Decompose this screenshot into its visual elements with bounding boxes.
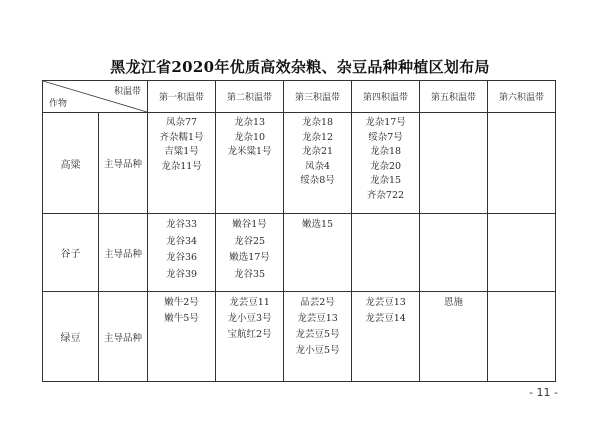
crop-name: 高粱	[43, 113, 99, 214]
zone-header-3: 第三积温带	[284, 81, 352, 113]
variety-item: 齐杂糯1号	[159, 131, 204, 143]
variety-item: 龙杂15	[369, 175, 402, 186]
page-number: - 11 -	[529, 386, 558, 399]
variety-item: 恩施	[443, 297, 463, 308]
variety-item: 龙杂10	[233, 131, 266, 143]
variety-item: 龙谷39	[165, 268, 198, 280]
zoning-table	[42, 80, 556, 382]
variety-item: 龙芸豆11	[229, 297, 270, 308]
zone-cell	[352, 113, 420, 214]
variety-item: 龙芸豆5号	[295, 329, 340, 340]
variety-item: 龙米粱1号	[227, 146, 272, 157]
variety-list	[284, 116, 351, 189]
variety-item: 龙芸豆13	[297, 313, 338, 324]
zone-header-2: 第二积温带	[216, 81, 284, 113]
zone-cell	[488, 214, 556, 292]
zone-cell	[420, 214, 488, 292]
variety-item: 龙杂17号	[365, 117, 406, 128]
variety-list	[216, 295, 283, 343]
variety-item: 嫩选15	[301, 219, 334, 230]
zone-cell	[148, 113, 216, 214]
variety-item: 龙芸豆13	[365, 297, 406, 308]
variety-list	[148, 217, 215, 283]
zone-header-6: 第六积温带	[488, 81, 556, 113]
variety-item: 嫩谷1号	[232, 219, 267, 230]
variety-item: 齐杂722	[366, 189, 405, 201]
zone-cell	[284, 292, 352, 382]
variety-item: 嫩牛5号	[164, 313, 199, 324]
table-row	[43, 292, 556, 382]
variety-category: 主导品种	[99, 292, 148, 382]
variety-category: 主导品种	[99, 214, 148, 292]
zone-header-4: 第四积温带	[352, 81, 420, 113]
crop-name: 谷子	[43, 214, 99, 292]
variety-list	[420, 295, 487, 311]
zone-cell	[148, 214, 216, 292]
table-row	[43, 113, 556, 214]
zone-cell	[216, 113, 284, 214]
variety-item: 龙谷35	[233, 268, 266, 280]
variety-item: 龙杂18	[369, 146, 402, 157]
variety-item: 龙谷34	[165, 235, 198, 247]
zone-cell	[284, 214, 352, 292]
variety-item: 龙杂11号	[161, 160, 202, 172]
variety-list	[284, 295, 351, 359]
variety-item: 龙谷33	[165, 219, 198, 230]
page-title: 黑龙江省2020年优质高效杂粮、杂豆品种种植区划布局	[110, 58, 490, 76]
variety-item: 龙杂13	[233, 117, 266, 128]
header-corner-crop-label: 作物	[49, 99, 68, 109]
zone-cell	[488, 113, 556, 214]
zone-cell	[352, 214, 420, 292]
table-header-row	[43, 81, 556, 113]
variety-list	[352, 295, 419, 327]
variety-list	[148, 116, 215, 174]
variety-item: 龙小豆3号	[227, 313, 272, 324]
table-row	[43, 214, 556, 292]
variety-list	[148, 295, 215, 327]
header-corner-cell	[43, 81, 148, 113]
variety-item: 凤杂77	[165, 117, 198, 128]
variety-item: 宝航红2号	[227, 329, 272, 340]
zone-cell	[420, 113, 488, 214]
variety-list	[284, 217, 351, 234]
variety-list	[216, 217, 283, 283]
zone-cell	[488, 292, 556, 382]
header-corner-zone-label: 积温带	[113, 87, 141, 97]
variety-item: 龙小豆5号	[295, 345, 340, 356]
variety-item: 嫩选17号	[229, 252, 270, 263]
variety-item: 嫩牛2号	[164, 297, 199, 308]
variety-item: 吉粱1号	[164, 146, 199, 157]
zone-cell	[352, 292, 420, 382]
variety-item: 绥杂7号	[368, 131, 403, 143]
zone-cell	[284, 113, 352, 214]
variety-item: 龙杂18	[301, 117, 334, 128]
variety-item: 品芸2号	[300, 297, 335, 308]
crop-name: 绿豆	[43, 292, 99, 382]
variety-item: 龙谷36	[165, 252, 198, 263]
zone-header-1: 第一积温带	[148, 81, 216, 113]
variety-item: 龙杂12	[301, 131, 334, 143]
variety-item: 龙杂21	[301, 146, 334, 157]
zone-cell	[420, 292, 488, 382]
zone-cell	[216, 292, 284, 382]
variety-list	[352, 116, 419, 203]
zone-header-5: 第五积温带	[420, 81, 488, 113]
variety-item: 龙芸豆14	[365, 313, 406, 324]
variety-item: 龙谷25	[233, 235, 266, 247]
variety-item: 龙杂20	[369, 160, 402, 172]
zone-cell	[148, 292, 216, 382]
variety-list	[216, 116, 283, 160]
variety-category: 主导品种	[99, 113, 148, 214]
zone-cell	[216, 214, 284, 292]
variety-item: 凤杂4	[304, 160, 331, 172]
variety-item: 绥杂8号	[300, 175, 335, 186]
